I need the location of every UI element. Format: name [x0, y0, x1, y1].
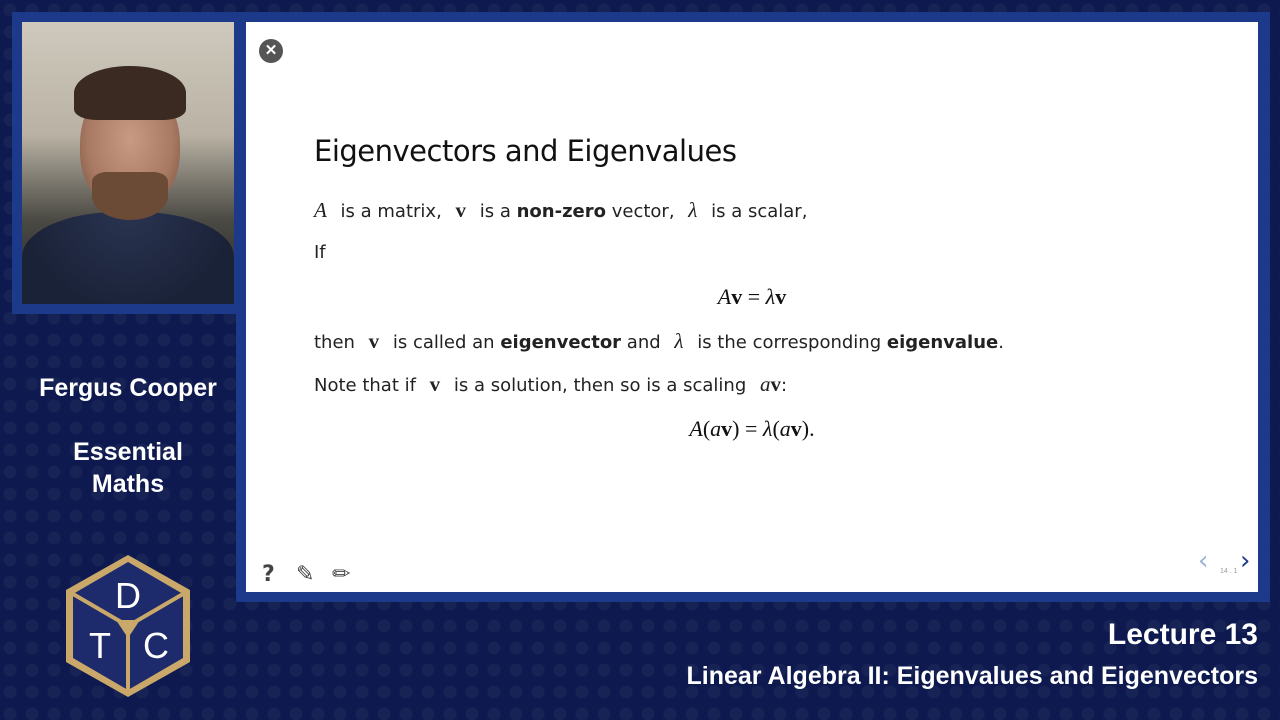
- text: then: [314, 332, 361, 353]
- math-var: v: [721, 416, 733, 441]
- slide-title: Eigenvectors and Eigenvalues: [314, 134, 737, 168]
- math-var: v: [770, 372, 781, 396]
- text: and: [621, 332, 667, 353]
- slide-line-then: [314, 329, 1004, 354]
- math-var: A: [717, 284, 732, 309]
- math-op: ).: [801, 416, 815, 441]
- webcam-frame: [12, 12, 242, 314]
- course-name-line2: Maths: [91, 470, 165, 498]
- equation-scaling: [246, 416, 1258, 442]
- math-var: λ: [762, 416, 773, 441]
- presenter-body: [22, 212, 234, 304]
- dtc-logo: [62, 552, 194, 700]
- slide-line-note: [314, 372, 787, 397]
- text: is a matrix,: [334, 201, 448, 222]
- text: is the corresponding: [691, 332, 887, 353]
- text: is a solution, then so is a scaling: [448, 375, 752, 396]
- math-var: λ: [674, 329, 684, 353]
- text: :: [780, 375, 788, 396]
- math-var: λ: [688, 198, 698, 222]
- help-icon[interactable]: ?: [262, 562, 275, 587]
- slide-number: 14 . 1: [1220, 568, 1238, 575]
- math-var: v: [429, 372, 441, 396]
- bold-text: non-zero: [516, 201, 607, 222]
- text: .: [998, 332, 1004, 353]
- slide-line-if: If: [314, 242, 326, 263]
- lecture-title: Linear Algebra II: Eigenvalues and Eigenvectors: [686, 662, 1258, 690]
- text: is a: [474, 201, 517, 222]
- presenter-name: Fergus Cooper: [39, 374, 217, 402]
- slide: [246, 22, 1258, 592]
- math-op: (: [772, 416, 780, 441]
- pencil-icon[interactable]: ✏: [332, 562, 351, 587]
- math-var: v: [455, 198, 467, 222]
- course-name-line1: Essential: [73, 438, 183, 466]
- math-var: v: [775, 284, 787, 309]
- math-var: v: [731, 284, 743, 309]
- text: Note that if: [314, 375, 422, 396]
- logo-letter-t: T: [89, 625, 111, 666]
- close-icon[interactable]: ✕: [259, 39, 283, 63]
- text: is a scalar,: [705, 201, 808, 222]
- presenter-hair: [74, 66, 186, 120]
- text: is called an: [387, 332, 501, 353]
- edit-note-icon[interactable]: ✎: [296, 562, 315, 587]
- math-var: v: [368, 329, 380, 353]
- previous-slide-icon[interactable]: ‹: [1198, 546, 1209, 576]
- webcam-video: [22, 22, 234, 304]
- math-var: a: [759, 372, 771, 396]
- presenter-beard: [92, 172, 168, 220]
- equation-eigen: [246, 284, 1258, 310]
- lecture-number: Lecture 13: [1107, 618, 1258, 651]
- math-var: a: [779, 416, 791, 441]
- math-var: a: [710, 416, 722, 441]
- math-op: (: [702, 416, 711, 441]
- math-var: A: [314, 198, 327, 222]
- math-var: A: [689, 416, 703, 441]
- math-var: λ: [765, 284, 776, 309]
- math-op: ) =: [732, 416, 763, 441]
- logo-letter-d: D: [115, 575, 141, 616]
- text: vector,: [606, 201, 681, 222]
- logo-letter-c: C: [143, 625, 169, 666]
- math-var: v: [790, 416, 802, 441]
- slide-frame: [236, 12, 1270, 602]
- math-op: =: [742, 284, 766, 309]
- slide-line-definitions: [314, 198, 807, 223]
- next-slide-icon[interactable]: ›: [1240, 546, 1251, 576]
- bold-text: eigenvector: [500, 332, 622, 353]
- bold-text: eigenvalue: [886, 332, 999, 353]
- course-name: [0, 436, 256, 500]
